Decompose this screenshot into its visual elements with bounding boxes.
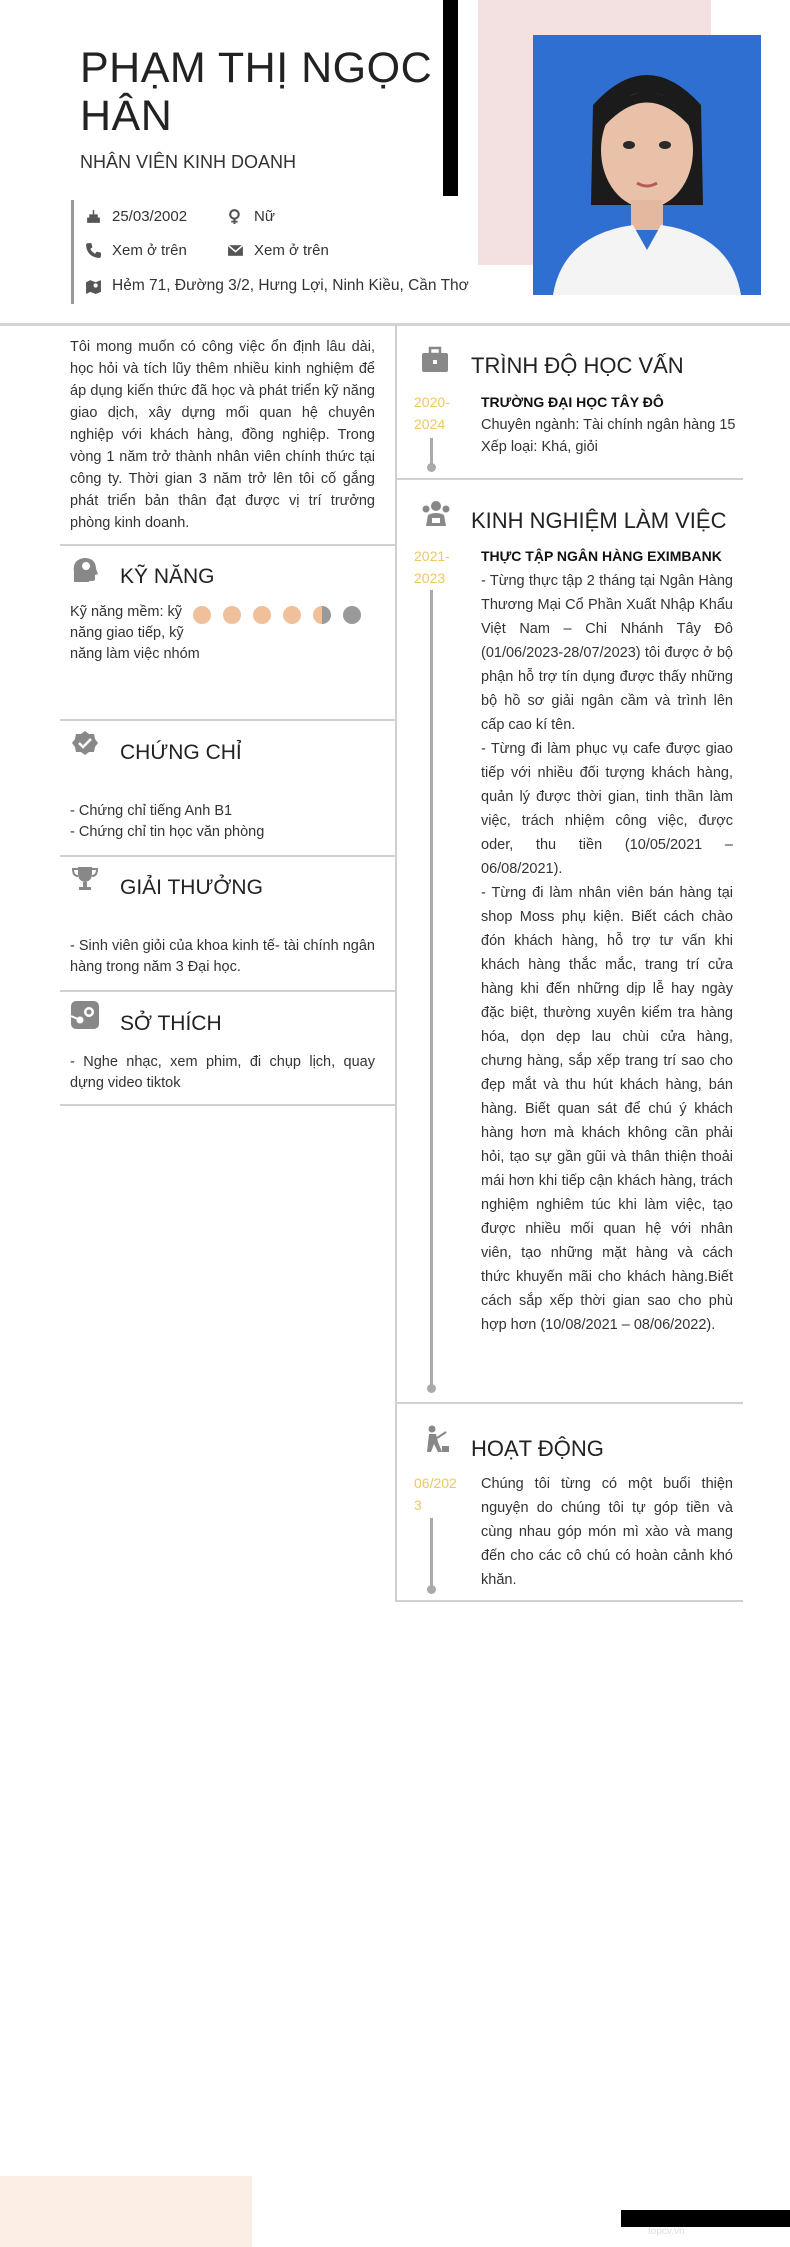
awards-text: - Sinh viên giỏi của khoa kinh tế- tài chính ngân hàng trong năm 3 Đại học. [70, 938, 375, 975]
gender-value: Nữ [254, 208, 275, 225]
skill-rating-dot [313, 606, 331, 624]
candidate-name: PHẠM THỊ NGỌC HÂN [80, 44, 433, 140]
timeline-dot [427, 463, 436, 472]
education-rank: Xếp loại: Khá, giỏi [481, 439, 598, 455]
cake-icon [85, 208, 102, 225]
skill-rating-dot [223, 606, 241, 624]
experience-paragraph: - Từng thực tập 2 tháng tại Ngân Hàng Thương Mại Cổ Phần Xuất Nhập Khẩu Việt Nam – Chi Nhánh Tây Đô (01/06/2023-28/07/2023) tôi được ở bộ phận hỗ trợ tín dụng được thấy những bộ hồ sơ giải ngân cầm và trình lên cấp cao kí tên. [481, 573, 733, 733]
email-value: Xem ở trên [254, 242, 329, 259]
section-divider [60, 1104, 395, 1106]
people-icon [420, 498, 452, 530]
education-year: 2020-2024 [414, 394, 450, 432]
gender-row [227, 208, 275, 225]
address-value: Hẻm 71, Đường 3/2, Hưng Lợi, Ninh Kiều, Cần Thơ [112, 277, 469, 294]
experience-company: THỰC TẬP NGÂN HÀNG EXIMBANK [481, 548, 722, 564]
header-accent-bar [443, 0, 458, 196]
awards-title: GIẢI THƯỞNG [120, 876, 263, 899]
section-divider [395, 478, 743, 480]
section-divider [60, 719, 395, 721]
experience-year: 2021-2023 [414, 548, 450, 586]
experience-paragraph: - Từng đi làm nhân viên bán hàng tại shop Moss phụ kiện. Biết cách chào đón khách hàng, hỗ trợ tư vấn khi khách hàng thắc mắc, trang trí cửa hàng khi đến những dịp lễ hay ngày đặc biệt, thường xuyên kiểm tra hàng hóa, dọn dẹp lau chùi cửa hàng, chưng hàng, sắp xếp trang trí sao cho đẹp mắt và thu hút khách hàng, bán hàng. Biết quan sát để chú ý khách hàng hơn mà khách không cần phải hỏi, tạo sự gần gũi và thân thiện thoải mái hơn khi tiếp cận khách hàng, trách nghiệm nghiêm túc khi làm việc, tạo được nhiều mối quan hệ với nhân viên, tạo những mặt hàng và cách thức khuyến mãi cho khách hàng.Biết cách sắp xếp thời gian sao cho phù hợp hơn (10/08/2021 – 08/06/2022). [481, 885, 733, 1333]
email-icon [227, 242, 244, 259]
address-row [85, 277, 469, 295]
experience-paragraph: - Từng đi làm phục vụ cafe được giao tiếp với nhiều đối tượng khách hàng, quản lý được thời gian, tinh thần làm việc, trách nhiệm công việc, được oder, thu tiền (10/05/2021 – 06/08/2021). [481, 741, 733, 877]
birthdate-value: 25/03/2002 [112, 208, 188, 225]
skill-rating-dot [343, 606, 361, 624]
trophy-icon [70, 864, 100, 894]
activities-text: Chúng tôi từng có một buổi thiện nguyện do chúng tôi tự góp tiền và cùng nhau góp món mì xào và mang đến cho các cô chú có hoàn cảnh khó khăn. [481, 1476, 733, 1588]
badge-check-icon [70, 729, 100, 759]
footer-decor-block [0, 2176, 252, 2247]
certificate-item: - Chứng chỉ tin học văn phòng [70, 824, 265, 840]
activities-title: HOẠT ĐỘNG [471, 1436, 604, 1461]
skill-rating-dot [283, 606, 301, 624]
steam-icon [70, 1000, 100, 1030]
gender-icon [227, 208, 244, 225]
candidate-position: NHÂN VIÊN KINH DOANH [80, 152, 297, 172]
volunteer-icon [420, 1424, 450, 1454]
timeline-dot [427, 1384, 436, 1393]
phone-value: Xem ở trên [112, 242, 187, 259]
left-column [60, 326, 395, 1106]
certificate-item: - Chứng chỉ tiếng Anh B1 [70, 803, 233, 819]
timeline-line [430, 438, 433, 464]
briefcase-icon [420, 345, 450, 375]
head-bulb-icon [70, 554, 100, 584]
experience-title: KINH NGHIỆM LÀM VIỆC [471, 508, 727, 533]
phone-row [85, 242, 187, 259]
profile-photo [533, 35, 761, 295]
timeline-line [430, 590, 433, 1385]
timeline-dot [427, 1585, 436, 1594]
certificates-title: CHỨNG CHỈ [120, 741, 242, 764]
section-divider [60, 990, 395, 992]
map-icon [85, 278, 102, 295]
phone-icon [85, 242, 102, 259]
education-title: TRÌNH ĐỘ HỌC VẤN [471, 353, 684, 378]
birthdate-row [85, 208, 187, 225]
skill-rating-dot [193, 606, 211, 624]
skill-label: Kỹ năng mềm: kỹ năng giao tiếp, kỹ năng làm việc nhóm [70, 604, 200, 662]
skill-rating-dot [253, 606, 271, 624]
section-divider [60, 544, 395, 546]
hobbies-title: SỞ THÍCH [120, 1012, 222, 1035]
hobbies-text: - Nghe nhạc, xem phim, đi chụp lịch, quay dựng video tiktok [70, 1054, 375, 1091]
section-divider [395, 1600, 743, 1602]
right-column-border [395, 326, 397, 1601]
education-major: Chuyên ngành: Tài chính ngân hàng 15 [481, 417, 736, 433]
personal-info [71, 200, 474, 304]
skills-title: KỸ NĂNG [120, 565, 215, 588]
section-divider [395, 1402, 743, 1404]
timeline-line [430, 1518, 433, 1588]
activities-year: 06/2023 [414, 1475, 457, 1513]
career-objective: Tôi mong muốn có công việc ổn định lâu dài, học hỏi và tích lũy thêm nhiều kinh nghiệm để áp dụng kiến thức đã học và phát triển kỹ năng giao dịch, xây dựng mối quan hệ chuyên nghiệp với khách hàng, đồng nghiệp. Trong vòng 1 năm trở thành nhân viên chính thức tại công ty. Thời gian 3 năm trở lên tôi cố gắng phát triển bản thân đạt được vị trí trưởng phòng kinh doanh. [70, 339, 375, 531]
email-row [227, 242, 329, 259]
footer-watermark: topcv.vn [648, 2226, 685, 2237]
section-divider [60, 855, 395, 857]
footer-accent-bar [621, 2210, 790, 2227]
education-school: TRƯỜNG ĐẠI HỌC TÂY ĐÔ [481, 394, 664, 410]
